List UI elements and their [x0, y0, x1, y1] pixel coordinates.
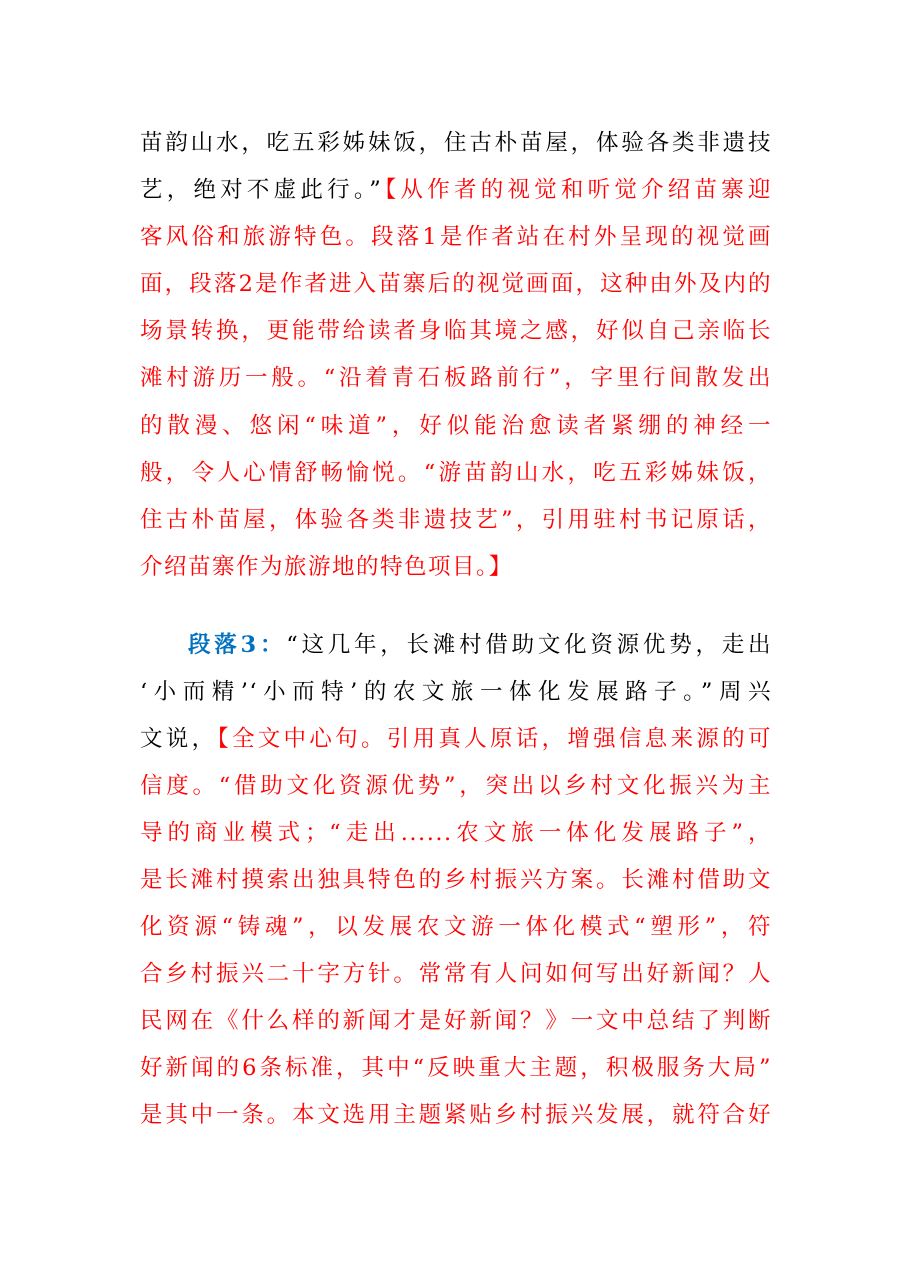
text-line: 客风俗和旅游特色。段落1是作者站在村外呈现的视觉画	[140, 224, 772, 250]
text-line: 滩村游历一般。“沿着青石板路前行”，字里行间散发出	[140, 365, 772, 391]
text-line: ‘小而精’‘小而特’的农文旅一体化发展路子。”周兴	[140, 679, 772, 705]
text-line: 段落3：“这几年，长滩村借助文化资源优势，走出	[188, 632, 772, 658]
text-line: 信度。“借助文化资源优势”，突出以乡村文化振兴为主	[140, 773, 772, 799]
section-label: 段落3：	[188, 632, 287, 658]
text-line: 合乡村振兴二十字方针。常常有人问如何写出好新闻？人	[140, 961, 772, 987]
text-line: 是其中一条。本文选用主题紧贴乡村振兴发展，就符合好	[140, 1102, 772, 1128]
text-line: 艺，绝对不虚此行。”【从作者的视觉和听觉介绍苗寨迎	[140, 177, 772, 203]
text-line: 住古朴苗屋，体验各类非遗技艺”，引用驻村书记原话，	[140, 507, 772, 533]
text-line: 场景转换，更能带给读者身临其境之感，好似自己亲临长	[140, 318, 772, 344]
text-line: 民网在《什么样的新闻才是好新闻？》一文中总结了判断	[140, 1008, 772, 1034]
text-line: 般，令人心情舒畅愉悦。“游苗韵山水，吃五彩姊妹饭，	[140, 460, 772, 486]
text-line: 好新闻的6条标准，其中“反映重大主题，积极服务大局”	[140, 1055, 772, 1081]
text-line: 是长滩村摸索出独具特色的乡村振兴方案。长滩村借助文	[140, 867, 772, 893]
text-line: 面，段落2是作者进入苗寨后的视觉画面，这种由外及内的	[140, 271, 772, 297]
text-line: 的散漫、悠闲“味道”，好似能治愈读者紧绷的神经一	[140, 413, 772, 439]
text-line: 导的商业模式；“走出......农文旅一体化发展路子”，	[140, 820, 772, 846]
text-line: 文说，【全文中心句。引用真人原话，增强信息来源的可	[140, 726, 772, 752]
text-line: 化资源“铸魂”，以发展农文游一体化模式“塑形”，符	[140, 914, 772, 940]
text-line: 介绍苗寨作为旅游地的特色项目。】	[140, 554, 513, 580]
text-line: 苗韵山水，吃五彩姊妹饭，住古朴苗屋，体验各类非遗技	[140, 130, 772, 156]
